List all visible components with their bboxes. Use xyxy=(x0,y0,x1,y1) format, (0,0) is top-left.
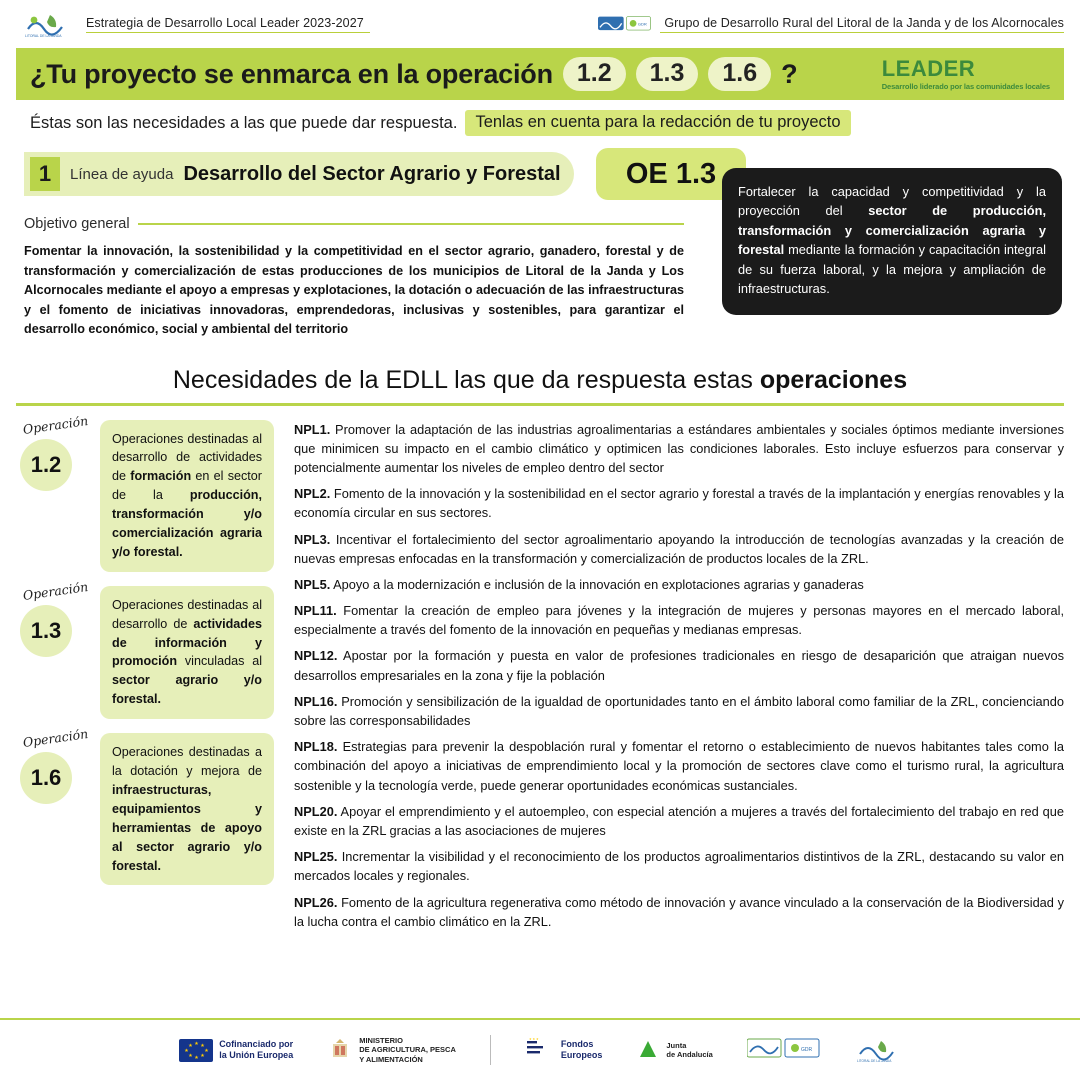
need-text: Promoción y sensibilización de la igualdad de oportunidades tanto en el ámbito laboral como familiar de la ZRL, concienciando sobre las corresponsabilidades xyxy=(294,693,1064,729)
need-text: Fomento de la agricultura regenerativa como método de innovación y avance vinculado a la conservación de la Biodiversidad y la lucha contra el cambio climático en la ZRL. xyxy=(294,894,1064,929)
operation-number: 1.2 xyxy=(20,439,72,491)
footer-junta-line2: de Andalucía xyxy=(666,1050,713,1059)
need-item xyxy=(294,601,1064,639)
linea-number: 1 xyxy=(30,157,60,191)
top-bar-left-title: Estrategia de Desarrollo Local Leader 2023-2027 xyxy=(86,16,370,33)
footer-junta xyxy=(636,1037,712,1063)
operation-description xyxy=(100,586,274,719)
need-item xyxy=(294,802,1064,840)
op-text-part: actividades de información y promoción xyxy=(112,616,262,669)
oe-desc-bold: sector de producción, transformación y comercialización agraria y forestal xyxy=(738,203,1047,258)
op-text-part: vinculadas al xyxy=(177,654,262,669)
headline-question: ¿Tu proyecto se enmarca en la operación xyxy=(30,58,553,89)
operation-block xyxy=(16,726,274,885)
footer-divider xyxy=(490,1035,491,1065)
footer-eu xyxy=(179,1039,293,1062)
section-title xyxy=(16,366,1064,395)
fondos-europeos-icon xyxy=(525,1037,555,1063)
footer-fondos xyxy=(525,1037,603,1063)
eu-flag-icon: ★ ★ ★ ★ ★ ★ ★ ★ xyxy=(179,1039,213,1062)
footer-eu-line2: la Unión Europea xyxy=(219,1050,294,1060)
spain-coat-of-arms-icon xyxy=(327,1037,353,1063)
op-text-part: producción, transformación y/o comercialización agraria y/o forestal. xyxy=(112,488,262,559)
leader-litoral-janda-logo-icon xyxy=(855,1036,901,1064)
leader-brand-logo xyxy=(882,56,1050,91)
subtitle-plain: Éstas son las necesidades a las que puede dar respuesta. xyxy=(30,113,458,132)
content-body xyxy=(16,412,1064,938)
need-item xyxy=(294,847,1064,885)
svg-text:LITORAL DE LA JANDA: LITORAL DE LA JANDA xyxy=(856,1059,892,1063)
linea-de-ayuda-pill xyxy=(24,152,574,196)
need-text: Apoyo a la modernización e inclusión de la innovación en explotaciones agrarias y ganaderas xyxy=(330,576,864,592)
junta-andalucia-icon xyxy=(636,1037,660,1063)
operations-column xyxy=(16,412,274,938)
gdr-logo-icon xyxy=(598,9,652,39)
need-code: NPL3. xyxy=(294,531,331,547)
headline-operation-1: 1.2 xyxy=(563,57,626,92)
need-text: Promover la adaptación de las industrias agroalimentarias a estándares ambientales y sociales óptimos mediante inversiones que minimicen su impacto en el cambio climático y optimicen las condiciones laborales. Esto incluye esfuerzos para conservar y potencialmente aumentar los niveles de empleo dentro del sector xyxy=(294,421,1064,475)
footer-gdr-logo xyxy=(747,1036,821,1064)
need-text: Apostar por la formación y puesta en valor de profesiones tradicionales en riesgo de desaparición que atraigan nuevos desarrollos empresariales en la zona y fije la población xyxy=(294,648,1064,683)
need-code: NPL1. xyxy=(294,421,331,437)
section-title-bold: operaciones xyxy=(759,365,908,394)
op-text-part: Operaciones destinadas al desarrollo de actividades de xyxy=(112,431,262,484)
need-text: Apoyar el emprendimiento y el autoempleo, con especial atención a mujeres a través del fortalecimiento del trabajo en red que existe en la ZRL gracias a las asociaciones de mujeres xyxy=(294,803,1064,838)
operation-number: 1.3 xyxy=(20,605,72,657)
need-text: Incentivar el fortalecimiento del sector agroalimentario apoyando la introducción de tecnologías avanzadas y la creación de nuevas empresas enfocadas en la transformación y comercialización de productos locales de la ZRL. xyxy=(294,531,1064,566)
operation-badge xyxy=(16,726,92,885)
need-item xyxy=(294,530,1064,568)
leader-litoral-janda-logo-icon xyxy=(22,9,76,39)
top-bar-left xyxy=(22,9,370,39)
section-rule xyxy=(16,403,1064,406)
leader-brand-name: LEADER xyxy=(881,56,976,81)
operation-word: Operación xyxy=(21,578,90,603)
footer-ministerio xyxy=(327,1036,456,1064)
oe-badge: OE 1.3 xyxy=(596,148,746,200)
operation-description xyxy=(100,420,274,572)
op-text-part: Operaciones destinadas al desarrollo de xyxy=(112,597,262,631)
op-text-part: Operaciones destinadas a la dotación y mejora de xyxy=(112,745,262,779)
footer-eu-text xyxy=(219,1039,293,1062)
operation-block xyxy=(16,578,274,719)
oe-description-box xyxy=(722,168,1062,315)
need-code: NPL5. xyxy=(294,576,331,592)
need-code: NPL25. xyxy=(294,849,338,865)
objetivo-general-text: Fomentar la innovación, la sostenibilidad y la competitividad en el sector agrario, ganadero, forestal y de transformación y comercialización de estas producciones de los municipios de Litoral de la Janda y Los Alcornocales mediante el apoyo a empresas y explotaciones, la dotación o adecuación de las infraestructuras y el fomento de iniciativas innovadoras, emprendedoras, inclusivas y sostenibles, para garantizar el desarrollo económico, social y ambiental del territorio xyxy=(24,244,684,337)
footer-fondos-text xyxy=(561,1039,603,1062)
objetivo-general-header xyxy=(24,216,684,232)
leader-brand-tagline: Desarrollo liderado por las comunidades locales xyxy=(881,82,1050,91)
footer-eu-line1: Cofinanciado por xyxy=(219,1038,294,1049)
operation-block xyxy=(16,412,274,572)
need-item xyxy=(294,737,1064,795)
svg-text:LITORAL DE LA JANDA: LITORAL DE LA JANDA xyxy=(25,34,62,38)
operation-word: Operación xyxy=(21,726,90,751)
svg-text:★ ★ ★: ★ ★ ★ xyxy=(528,1037,539,1041)
need-text: Fomento de la innovación y la sostenibilidad en el sector agrario y forestal a través de la implantación y energías renovables y la economía circular en sus sectores. xyxy=(294,486,1064,521)
need-code: NPL2. xyxy=(294,486,331,502)
need-code: NPL20. xyxy=(294,803,338,819)
oe-desc-part2: mediante la formación y capacitación integral de su fuerza laboral, y la mejora y ampliación de infraestructuras. xyxy=(738,242,1046,297)
subtitle-row xyxy=(30,110,1064,136)
linea-name: Desarrollo del Sector Agrario y Forestal xyxy=(183,162,561,185)
operation-number: 1.6 xyxy=(20,752,72,804)
need-code: NPL16. xyxy=(294,693,338,709)
operation-description xyxy=(100,733,274,885)
footer-fondos-line1: Fondos xyxy=(560,1038,594,1049)
need-code: NPL12. xyxy=(294,648,338,664)
objetivo-general-title: Objetivo general xyxy=(24,216,130,232)
op-text-part: en el sector de la xyxy=(112,469,262,503)
footer-fondos-line2: Europeos xyxy=(560,1050,603,1060)
subtitle-highlight: Tenlas en cuenta para la redacción de tu proyecto xyxy=(465,110,850,136)
need-item xyxy=(294,484,1064,522)
need-text: Fomentar la creación de empleo para jóvenes y la integración de mujeres y personas mayores en el mercado laboral, especialmente a través del fomento de la innovación en pequeñas y medianas empresas. xyxy=(294,603,1064,638)
operation-badge xyxy=(16,412,92,572)
footer-bar xyxy=(0,1018,1080,1080)
need-text: Estrategias para prevenir la despoblación rural y fomentar el retorno o establecimiento de nuevos habitantes tales como la combinación del apoyo a iniciativas de emprendimiento local y la promoción de sectores clave como el turismo rural, la agricultura sostenible y la tecnología verde, puede generar oportunidades económicas sustanciales. xyxy=(294,739,1064,793)
need-item xyxy=(294,420,1064,478)
footer-min-line2: DE AGRICULTURA, PESCA xyxy=(359,1045,456,1055)
need-item xyxy=(294,893,1064,931)
headline-question-mark: ? xyxy=(781,58,798,89)
footer-min-line3: Y ALIMENTACIÓN xyxy=(359,1054,423,1064)
svg-text:GDR: GDR xyxy=(800,1047,812,1053)
headline-operation-3: 1.6 xyxy=(708,57,771,92)
footer-ministerio-text xyxy=(359,1036,456,1064)
need-item xyxy=(294,646,1064,684)
needs-column xyxy=(288,420,1064,938)
footer-min-line1: MINISTERIO xyxy=(359,1035,403,1045)
need-code: NPL18. xyxy=(294,739,338,755)
need-text: Incrementar la visibilidad y el reconocimiento de los productos agroalimentarios distintivos de la ZRL, destacando su valor en mercados locales y regionales. xyxy=(294,849,1064,884)
need-item xyxy=(294,575,1064,594)
op-text-part: infraestructuras, equipamientos y herramientas de apoyo al sector agrario y/o forestal. xyxy=(112,782,262,873)
top-bar-right-title: Grupo de Desarrollo Rural del Litoral de la Janda y de los Alcornocales xyxy=(660,16,1064,33)
top-bar xyxy=(0,0,1080,46)
footer-junta-line1: Junta xyxy=(666,1040,687,1050)
oe-desc-part1: Fortalecer la capacidad y competitividad y la proyección del xyxy=(738,184,1046,219)
headline-operation-2: 1.3 xyxy=(636,57,699,92)
operation-word: Operación xyxy=(21,412,90,437)
headline-band xyxy=(16,48,1064,100)
objetivo-general-rule xyxy=(138,223,684,225)
top-bar-right xyxy=(598,9,1064,39)
footer-junta-text xyxy=(666,1041,712,1060)
need-code: NPL11. xyxy=(294,603,337,619)
svg-text:GDR: GDR xyxy=(638,21,648,27)
linea-label: Línea de ayuda xyxy=(70,165,174,183)
footer-leader-logo xyxy=(855,1036,901,1064)
op-text-part: formación xyxy=(130,469,192,484)
section-title-plain: Necesidades de la EDLL las que da respuesta estas xyxy=(172,365,760,394)
need-code: NPL26. xyxy=(294,894,338,910)
gdr-logo-icon xyxy=(747,1036,821,1064)
op-text-part: sector agrario y/o forestal. xyxy=(112,673,262,707)
operation-badge xyxy=(16,578,92,719)
need-item xyxy=(294,692,1064,730)
